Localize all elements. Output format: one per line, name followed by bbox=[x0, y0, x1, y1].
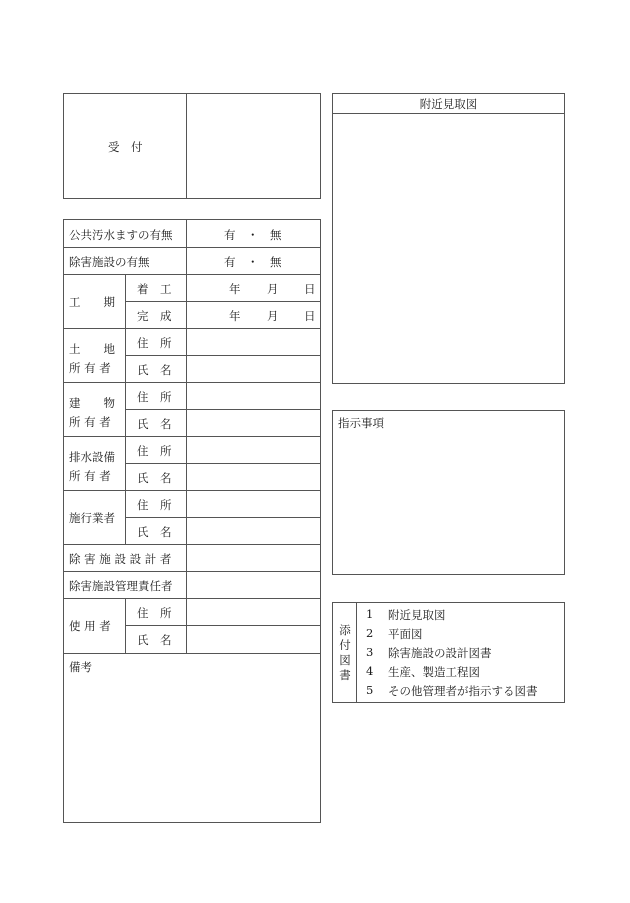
finish-month-label: 月 bbox=[267, 309, 279, 323]
contractor-name-field[interactable] bbox=[187, 518, 320, 544]
building-owner-name-label: 氏 名 bbox=[137, 417, 172, 431]
drainage-owner-label-line2: 所 有 者 bbox=[69, 469, 111, 483]
start-day-label: 日 bbox=[304, 282, 316, 296]
attachments-label: 添付図書 bbox=[339, 623, 351, 682]
building-owner-name-field[interactable] bbox=[187, 410, 320, 436]
vicinity-map-drawing-area[interactable] bbox=[333, 114, 564, 383]
drainage-owner-address-label: 住 所 bbox=[137, 444, 172, 458]
user-address-field[interactable] bbox=[187, 599, 320, 625]
drainage-owner-name-label: 氏 名 bbox=[137, 471, 172, 485]
attachment-text: 除害施設の設計図書 bbox=[388, 646, 492, 660]
reception-box bbox=[63, 93, 321, 199]
construction-finish-date-field[interactable] bbox=[187, 302, 320, 328]
attachment-item bbox=[357, 683, 564, 701]
vicinity-map-box bbox=[332, 93, 565, 384]
building-owner-label-line1: 建 物 bbox=[69, 396, 115, 410]
contractor-address-field[interactable] bbox=[187, 491, 320, 517]
drainage-owner-address-field[interactable] bbox=[187, 437, 320, 463]
attachment-item bbox=[357, 626, 564, 644]
attachment-number: 2 bbox=[366, 626, 374, 640]
reception-stamp-area[interactable] bbox=[187, 94, 320, 198]
user-name-field[interactable] bbox=[187, 626, 320, 653]
application-form-table bbox=[63, 219, 321, 823]
building-owner-label-line2: 所 有 者 bbox=[69, 415, 111, 429]
user-label: 使 用 者 bbox=[69, 619, 111, 633]
attachment-text: 生産、製造工程図 bbox=[388, 665, 480, 679]
attachments-list bbox=[357, 603, 564, 702]
attachment-number: 4 bbox=[366, 664, 374, 678]
attachments-box bbox=[332, 602, 565, 703]
attachment-text: 附近見取図 bbox=[388, 608, 446, 622]
finish-day-label: 日 bbox=[304, 309, 316, 323]
contractor-name-label: 氏 名 bbox=[137, 525, 172, 539]
facility-manager-field[interactable] bbox=[187, 572, 320, 598]
instructions-title: 指示事項 bbox=[338, 416, 384, 430]
construction-finish-label: 完 成 bbox=[137, 309, 172, 323]
attachment-text: その他管理者が指示する図書 bbox=[388, 684, 538, 698]
land-owner-name-label: 氏 名 bbox=[137, 363, 172, 377]
finish-year-label: 年 bbox=[229, 309, 241, 323]
drainage-owner-name-field[interactable] bbox=[187, 464, 320, 490]
removal-facility-label: 除害施設の有無 bbox=[69, 255, 150, 269]
attachment-item bbox=[357, 664, 564, 682]
vicinity-map-title: 附近見取図 bbox=[419, 97, 478, 111]
start-year-label: 年 bbox=[229, 282, 241, 296]
user-address-label: 住 所 bbox=[137, 606, 172, 620]
facility-manager-label: 除害施設管理責任者 bbox=[69, 579, 173, 593]
construction-start-label: 着 工 bbox=[137, 282, 172, 296]
construction-start-date-field[interactable] bbox=[187, 275, 320, 301]
contractor-label: 施行業者 bbox=[69, 511, 115, 525]
land-owner-name-field[interactable] bbox=[187, 356, 320, 382]
building-owner-address-label: 住 所 bbox=[137, 390, 172, 404]
public-sewer-label: 公共汚水ますの有無 bbox=[69, 228, 173, 242]
start-month-label: 月 bbox=[267, 282, 279, 296]
instructions-field[interactable] bbox=[333, 431, 564, 574]
remarks-field[interactable] bbox=[64, 654, 320, 822]
attachment-number: 1 bbox=[366, 607, 374, 621]
land-owner-address-field[interactable] bbox=[187, 329, 320, 355]
attachment-item bbox=[357, 645, 564, 663]
facility-designer-label: 除 害 施 設 設 計 者 bbox=[69, 552, 172, 566]
attachment-text: 平面図 bbox=[388, 627, 423, 641]
attachment-item bbox=[357, 607, 564, 625]
contractor-address-label: 住 所 bbox=[137, 498, 172, 512]
facility-designer-field[interactable] bbox=[187, 545, 320, 571]
user-name-label: 氏 名 bbox=[137, 633, 172, 647]
removal-facility-choice[interactable]: 有 ・ 無 bbox=[224, 255, 282, 269]
drainage-owner-label-line1: 排水設備 bbox=[69, 450, 115, 464]
attachment-number: 3 bbox=[366, 645, 374, 659]
construction-period-label: 工 期 bbox=[69, 295, 115, 309]
building-owner-address-field[interactable] bbox=[187, 383, 320, 409]
land-owner-address-label: 住 所 bbox=[137, 336, 172, 350]
instructions-box bbox=[332, 410, 565, 575]
attachment-number: 5 bbox=[366, 683, 374, 697]
public-sewer-choice[interactable]: 有 ・ 無 bbox=[224, 228, 282, 242]
land-owner-label-line1: 土 地 bbox=[69, 342, 115, 356]
land-owner-label-line2: 所 有 者 bbox=[69, 361, 111, 375]
reception-label: 受 付 bbox=[108, 140, 143, 154]
remarks-label: 備考 bbox=[69, 660, 92, 674]
